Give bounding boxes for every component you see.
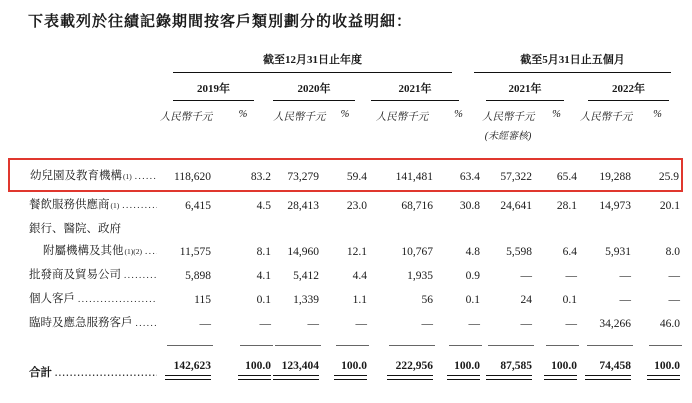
percent-cell: 0.1 bbox=[256, 294, 271, 306]
units-header-row bbox=[9, 101, 682, 142]
amount-cell: 6,415 bbox=[185, 200, 211, 212]
total-amount-cell: 74,458 bbox=[579, 347, 633, 384]
row-label: 批發商及貿易公司 ..... bbox=[9, 262, 159, 286]
section-title: 下表載列於往績記錄期間按客戶類別劃分的收益明細： bbox=[28, 14, 413, 30]
amount-cell: — bbox=[307, 318, 319, 330]
dot-leader bbox=[124, 270, 157, 280]
amount-cell: 118,620 bbox=[159, 159, 213, 191]
total-percent-cell: 100.0 bbox=[435, 347, 482, 384]
unit-amount: 人民幣千元 bbox=[273, 112, 326, 123]
percent-cell: — bbox=[355, 318, 367, 330]
total-amount-cell: 87,585 bbox=[482, 347, 534, 384]
double-rule bbox=[585, 375, 631, 380]
row-label: 幼兒園及教育機構 (1) ..... bbox=[9, 159, 159, 191]
double-rule bbox=[273, 375, 319, 380]
table-row-catering bbox=[9, 191, 682, 216]
row-label: 銀行、醫院、政府 附屬機構及其他 (1)(2) ..... bbox=[9, 216, 159, 262]
percent-cell: 1.1 bbox=[352, 294, 367, 306]
percent-cell: 0.9 bbox=[465, 270, 481, 282]
unit-amount-unaudited: 人民幣千元 (未經審核) bbox=[482, 112, 535, 142]
percent-cell: 23.0 bbox=[346, 200, 367, 212]
total-percent-cell: 100.0 bbox=[321, 347, 369, 384]
amount-cell: 11,575 bbox=[179, 246, 211, 258]
dot-leader bbox=[135, 171, 157, 181]
unit-percent: % bbox=[454, 109, 463, 120]
total-percent-cell: 100.0 bbox=[633, 347, 682, 384]
table-row-ad-hoc-services bbox=[9, 310, 682, 334]
year-header-row bbox=[9, 73, 682, 101]
percent-cell: 25.9 bbox=[633, 159, 682, 191]
double-rule bbox=[238, 375, 271, 380]
percent-cell: — bbox=[668, 294, 681, 306]
group-header-annual: 截至12月31日止年度 bbox=[159, 51, 482, 73]
amount-cell: 68,716 bbox=[401, 200, 433, 212]
group-header-five-months: 截至5月31日止五個月 bbox=[482, 51, 682, 73]
amount-cell: 5,412 bbox=[293, 270, 319, 282]
year-header-2020: 2020年 bbox=[273, 73, 369, 101]
amount-cell: — bbox=[520, 318, 533, 330]
dot-leader bbox=[136, 318, 158, 328]
year-header-2022-5m: 2022年 bbox=[579, 73, 682, 101]
percent-cell: — bbox=[668, 270, 681, 282]
percent-cell: 28.1 bbox=[556, 200, 578, 212]
percent-cell: — bbox=[565, 318, 578, 330]
row-label: 個人客戶 ..... bbox=[9, 286, 159, 310]
percent-cell: 4.4 bbox=[352, 270, 367, 282]
row-label: 餐飲服務供應商 (1) ..... bbox=[9, 191, 159, 216]
unit-amount: 人民幣千元 bbox=[375, 112, 429, 123]
amount-cell: 1,935 bbox=[407, 270, 433, 282]
percent-cell: 20.1 bbox=[659, 200, 681, 212]
amount-cell: — bbox=[619, 270, 632, 282]
amount-cell: — bbox=[619, 294, 632, 306]
table-row-kindergartens bbox=[9, 159, 682, 191]
percent-cell: 59.4 bbox=[321, 159, 369, 191]
amount-cell: 115 bbox=[194, 294, 211, 306]
table-row-total bbox=[9, 347, 682, 384]
percent-cell: — bbox=[468, 318, 481, 330]
double-rule bbox=[486, 375, 532, 380]
percent-cell: 8.0 bbox=[665, 246, 681, 258]
subtotal-rule-row bbox=[9, 334, 682, 347]
revenue-breakdown-table bbox=[8, 51, 683, 384]
amount-cell: — bbox=[421, 318, 433, 330]
dot-leader bbox=[55, 368, 157, 378]
double-rule bbox=[387, 375, 433, 380]
year-header-2021: 2021年 bbox=[369, 73, 482, 101]
unit-amount: 人民幣千元 bbox=[159, 112, 213, 123]
total-percent-cell: 100.0 bbox=[213, 347, 273, 384]
double-rule bbox=[165, 375, 211, 380]
percent-cell: 8.1 bbox=[256, 246, 271, 258]
percent-cell: 46.0 bbox=[659, 318, 681, 330]
double-rule bbox=[544, 375, 577, 380]
percent-cell: 4.5 bbox=[256, 200, 271, 212]
percent-cell: 0.1 bbox=[465, 294, 481, 306]
year-header-2021-5m: 2021年 bbox=[482, 73, 579, 101]
percent-cell: — bbox=[565, 270, 578, 282]
total-amount-cell: 222,956 bbox=[369, 347, 435, 384]
unit-percent: % bbox=[238, 109, 248, 120]
percent-cell: 83.2 bbox=[213, 159, 273, 191]
row-label-line1: 銀行、醫院、政府 bbox=[29, 223, 121, 235]
row-label: 臨時及應急服務客戶 ..... bbox=[9, 310, 159, 334]
amount-cell: 34,266 bbox=[599, 318, 632, 330]
percent-cell: 30.8 bbox=[459, 200, 481, 212]
total-percent-cell: 100.0 bbox=[534, 347, 579, 384]
amount-cell: 56 bbox=[421, 294, 433, 306]
percent-cell: 6.4 bbox=[562, 246, 578, 258]
period-group-header-row bbox=[9, 51, 682, 73]
percent-cell: 65.4 bbox=[534, 159, 579, 191]
dot-leader bbox=[122, 200, 157, 210]
table-row-banks-hospitals bbox=[9, 216, 682, 262]
percent-cell: 63.4 bbox=[435, 159, 482, 191]
unit-amount: 人民幣千元 bbox=[579, 112, 633, 123]
double-rule bbox=[647, 375, 680, 380]
amount-cell: — bbox=[520, 270, 533, 282]
percent-cell: — bbox=[259, 318, 271, 330]
table-row-wholesalers bbox=[9, 262, 682, 286]
dot-leader bbox=[145, 246, 157, 256]
amount-cell: 1,339 bbox=[293, 294, 319, 306]
unaudited-note: (未經審核) bbox=[484, 131, 532, 142]
total-label: 合計 ..... bbox=[9, 347, 159, 384]
table-row-individuals bbox=[9, 286, 682, 310]
amount-cell: 14,973 bbox=[599, 200, 632, 212]
amount-cell: 24,641 bbox=[500, 200, 533, 212]
amount-cell: 5,931 bbox=[605, 246, 632, 258]
amount-cell: 19,288 bbox=[579, 159, 633, 191]
year-header-2019: 2019年 bbox=[159, 73, 273, 101]
unit-percent: % bbox=[653, 109, 662, 120]
amount-cell: 14,960 bbox=[287, 246, 319, 258]
amount-cell: 28,413 bbox=[287, 200, 319, 212]
total-amount-cell: 123,404 bbox=[273, 347, 321, 384]
unit-percent: % bbox=[552, 109, 561, 120]
amount-cell: 24 bbox=[520, 294, 533, 306]
amount-cell: 10,767 bbox=[401, 246, 433, 258]
dot-leader bbox=[78, 294, 157, 304]
percent-cell: 4.1 bbox=[256, 270, 271, 282]
amount-cell: — bbox=[199, 318, 211, 330]
percent-cell: 12.1 bbox=[346, 246, 367, 258]
unit-percent: % bbox=[340, 109, 350, 120]
amount-cell: 141,481 bbox=[369, 159, 435, 191]
amount-cell: 5,598 bbox=[506, 246, 533, 258]
amount-cell: 73,279 bbox=[273, 159, 321, 191]
amount-cell: 57,322 bbox=[482, 159, 534, 191]
amount-cell: 5,898 bbox=[185, 270, 211, 282]
percent-cell: 0.1 bbox=[562, 294, 578, 306]
total-amount-cell: 142,623 bbox=[159, 347, 213, 384]
double-rule bbox=[334, 375, 367, 380]
percent-cell: 4.8 bbox=[465, 246, 481, 258]
double-rule bbox=[447, 375, 480, 380]
